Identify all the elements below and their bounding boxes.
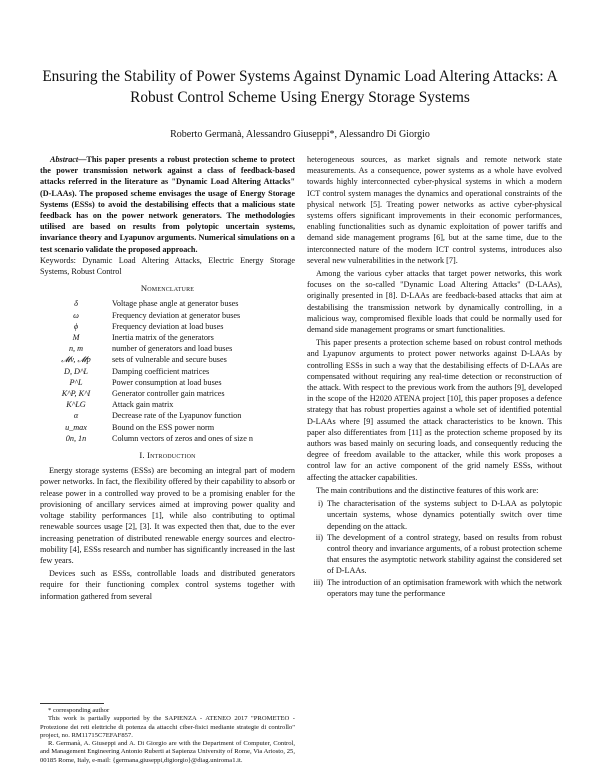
nomenclature-row — [40, 354, 295, 365]
nomenclature-row — [40, 332, 295, 343]
nomenclature-symbol: u_max — [65, 422, 87, 432]
nomenclature-definition: Bound on the ESS power norm — [112, 422, 215, 432]
nomenclature-row — [40, 410, 295, 421]
nomenclature-row — [40, 343, 295, 354]
abstract — [40, 154, 295, 255]
footnote: R. Germanà, A. Giuseppi and A. Di Giorgio are with the Department of Computer, Control, and Management Engineering Antonio Ruberti at Sapienza University of Rome, Via Ariosto, 25, 00185 Rome, Italy, e-mail: {germana,giuseppi,digiorgio}@diag.uniroma1.it. — [40, 740, 295, 764]
nomenclature-symbol: K^LG — [66, 400, 86, 410]
nomenclature-symbol: K^P, K^I — [61, 389, 91, 399]
right-column — [307, 154, 562, 599]
nomenclature-definition: Frequency deviation at generator buses — [112, 310, 241, 320]
nomenclature-definition: number of generators and load buses — [112, 344, 233, 354]
list-item — [307, 577, 562, 599]
list-item — [307, 498, 562, 532]
list-item-text: The introduction of an optimisation framework with which the network operators may tune the performance — [327, 577, 562, 598]
abstract-label: Abstract — [50, 155, 79, 164]
nomenclature-row — [40, 422, 295, 433]
nomenclature-definition: sets of vulnerable and secure buses — [112, 355, 227, 365]
intro-paragraph: Energy storage systems (ESSs) are becoming an integral part of modern power networks. In fact, the flexibility offered by their capability to absorb or release power in a controlled way proved to be a promising enabler for the provisioning of ancillary services aimed at improving power quality and voltage stability performances [1], while also contributing to optimal renewable sources usage [2], [3]. It was expected then that, due to the ever increasing penetration of distributed renewable energy sources and electro-mobility [4], ESSs research and number has significantly increased in the last few years. — [40, 466, 295, 565]
body-paragraph: This paper presents a protection scheme based on robust control methods and Lyapunov arguments to protect power networks against D-LAAs by controlling ESSs in such a way that the destabilising effects of D-LAAs are compensated without requiring any real-time detection or reconstruction of the attack. With respect to the previous work from the authors [9], developed in the scope of the H2020 ATENA project [10], this paper proposes a defence strategy that has robust properties against a whole set of identified potential D-LAAs where [9] assumed the attack characteristics to be known. This paper also differentiates from [11] as the protection scheme proposed by its authors was based mainly on securing loads, and consequently reducing the degree of freedom available to the attacker, while this work proposes a control law for an active component of the grid namely ESSs, without affecting the attacker capabilities. — [307, 338, 562, 482]
nomenclature-definition: Inertia matrix of the generators — [112, 333, 214, 343]
nomenclature-definition: Column vectors of zeros and ones of size n — [112, 433, 253, 443]
abstract-text: —This paper presents a robust protection scheme to protect the power transmission network against a class of feedback-based attacks referred in the literature as "Dynamic Load Altering Attacks" (D-LAAs). The proposed scheme envisages the usage of Energy Storage Systems (ESSs) to avoid the destabilising effects that a malicious state feedback has on the power network generators. The methodologies utilised are based on results from polytopic uncertain systems, invariance theory and Lyapunov arguments. Numerical simulations on a test scenario validate the proposed approach. — [40, 155, 295, 254]
nomenclature-symbol: ϕ — [73, 321, 79, 331]
body-paragraph: heterogeneous sources, as market signals and remote network state measurements. As a consequence, power systems as a whole have evolved towards highly interconnected cyber-physical systems in which a modern ICT control system manages the dynamics and operational constraints of the physical network [5]. Treating power networks as active cyber-physical systems offers significant improvements in their economic performances, enabling functionalities such as dynamic exploitation of power tariffs and demand side management programs [6], but at the same time, due to the interconnected nature of the modern ICT control systems, introduces also several new vulnerabilities in the network [7]. — [307, 155, 562, 265]
nomenclature-row — [40, 321, 295, 332]
nomenclature-symbol: 0n, 1n — [65, 433, 87, 443]
list-item-number: ii) — [315, 532, 323, 542]
nomenclature-symbol: P^L — [69, 377, 83, 387]
nomenclature-definition: Damping coefficient matrices — [112, 366, 210, 376]
nomenclature-row — [40, 298, 295, 309]
nomenclature-symbol: 𝓜v, 𝓜p — [61, 355, 91, 365]
nomenclature-definition: Generator controller gain matrices — [112, 389, 225, 399]
nomenclature-row — [40, 377, 295, 388]
nomenclature-row — [40, 433, 295, 444]
nomenclature-symbol: α — [73, 411, 79, 421]
list-item-text: The characterisation of the systems subject to D-LAA as polytopic uncertain systems, whose dynamics potentially switch over time depending on the attack. — [327, 499, 562, 531]
nomenclature-row — [40, 399, 295, 410]
list-item — [307, 532, 562, 577]
list-item-text: The development of a control strategy, based on results from robust control theory and invariance arguments, of a robust protection scheme that ensures the asymptotic network stability against the considered set of D-LAAs. — [327, 532, 562, 576]
nomenclature-definition: Decrease rate of the Lyapunov function — [112, 411, 242, 421]
list-item-number: iii) — [313, 577, 323, 587]
left-column — [40, 154, 295, 604]
nomenclature-list — [40, 298, 295, 444]
nomenclature-definition: Attack gain matrix — [112, 400, 174, 410]
nomenclature-row — [40, 366, 295, 377]
nomenclature-symbol: ω — [73, 310, 79, 320]
footnote: This work is partially supported by the SAPIENZA - ATENEO 2017 "PROMETEO - Protezione dei reti elettriche di potenza da attacchi ciber-fisici mediante strategie di controllo" project, no. RM11715C7EFAF857. — [40, 715, 295, 739]
nomenclature-row — [40, 310, 295, 321]
footnote-rule — [40, 703, 104, 704]
nomenclature-symbol: δ — [74, 299, 78, 309]
author-list: Roberto Germanà, Alessandro Giuseppi*, Alessandro Di Giorgio — [170, 129, 430, 140]
introduction-heading: I. Introduction — [139, 450, 196, 461]
nomenclature-symbol: n, m — [68, 344, 84, 354]
keywords: Keywords: Dynamic Load Altering Attacks, Electric Energy Storage Systems, Robust Control — [40, 255, 295, 277]
body-paragraph: Among the various cyber attacks that target power networks, this work focuses on the so-called "Dynamic Load Altering Attacks" (D-LAAs), originally presented in [8]. D-LAAs are feedback-based attacks that aim at destabilising the transmission network by dynamically controlling, in a malicious way, compromised flexible loads that could be normally used for demand side management programs or smart functionalities. — [307, 269, 562, 335]
contributions-list — [307, 498, 562, 599]
nomenclature-definition: Voltage phase angle at generator buses — [112, 299, 239, 309]
nomenclature-symbol: M — [72, 333, 80, 343]
nomenclature-definition: Frequency deviation at load buses — [112, 321, 224, 331]
nomenclature-row — [40, 388, 295, 399]
intro-paragraph: Devices such as ESSs, controllable loads and distributed generators require for their functioning complex control systems together with information gathered from several — [40, 569, 295, 601]
nomenclature-definition: Power consumption at load buses — [112, 377, 222, 387]
footnote: * corresponding author — [48, 707, 110, 714]
body-paragraph: The main contributions and the distinctive features of this work are: — [316, 485, 539, 495]
footnotes — [40, 707, 295, 765]
nomenclature-symbol: D, D^L — [64, 366, 88, 376]
list-item-number: i) — [317, 499, 323, 509]
nomenclature-heading: Nomenclature — [140, 283, 195, 294]
paper-title: Ensuring the Stability of Power Systems Against Dynamic Load Altering Attacks: A Robust Control Scheme Using Energy Storage Systems — [42, 68, 558, 106]
